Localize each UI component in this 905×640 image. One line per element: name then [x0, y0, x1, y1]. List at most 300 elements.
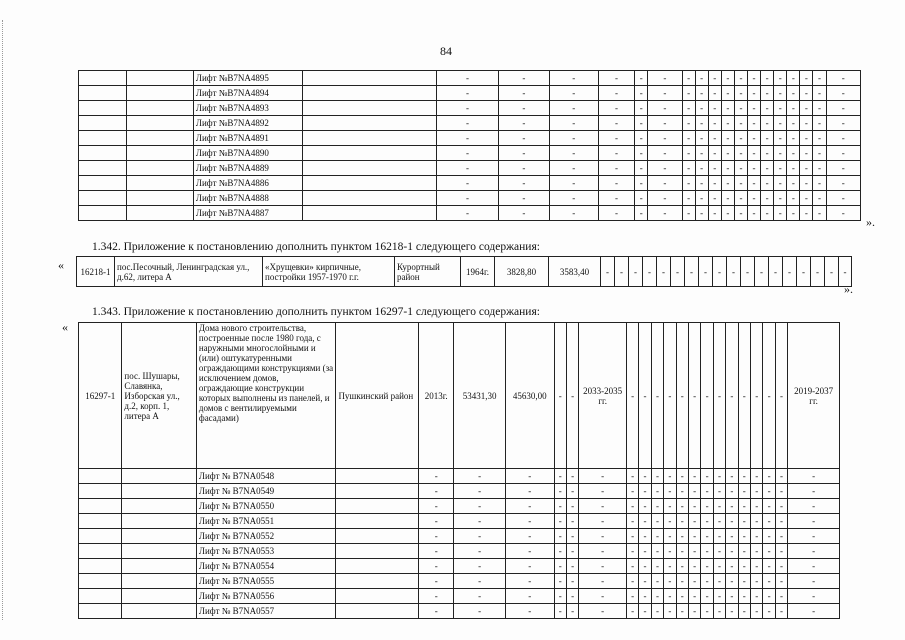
empty-cell	[79, 544, 122, 559]
cell-dash: -	[436, 71, 498, 86]
cell-dash: -	[549, 161, 598, 176]
cell-area-living: 3583,40	[549, 257, 601, 287]
cell-dash: -	[826, 161, 860, 176]
cell-dash: -	[695, 101, 708, 116]
cell-dash: -	[713, 323, 725, 469]
cell-dash: -	[505, 559, 554, 574]
cell-dash: -	[629, 257, 643, 287]
cell-dash: -	[748, 101, 761, 116]
cell-dash: -	[721, 191, 734, 206]
cell-dash: -	[800, 176, 813, 191]
cell-number: 16218-1	[77, 257, 115, 287]
empty-cell	[79, 71, 127, 86]
cell-dash: -	[682, 71, 695, 86]
cell-dash: -	[701, 529, 713, 544]
empty-cell	[79, 529, 122, 544]
cell-dash: -	[598, 161, 634, 176]
cell-dash: -	[682, 116, 695, 131]
cell-dash: -	[635, 116, 648, 131]
cell-dash: -	[748, 116, 761, 131]
empty-cell	[302, 131, 436, 146]
cell-dash: -	[708, 161, 721, 176]
cell-dash: -	[598, 191, 634, 206]
empty-cell	[122, 559, 196, 574]
cell-dash: -	[639, 559, 651, 574]
cell-number: 16297-1	[79, 323, 122, 469]
cell-dash: -	[738, 529, 750, 544]
cell-dash: -	[419, 544, 454, 559]
cell-dash: -	[454, 514, 506, 529]
closing-quote-342: ».	[844, 282, 853, 296]
lift-row	[79, 86, 861, 101]
cell-dash: -	[549, 116, 598, 131]
cell-dash: -	[601, 257, 615, 287]
cell-dash: -	[701, 574, 713, 589]
cell-dash: -	[748, 191, 761, 206]
cell-dash: -	[598, 176, 634, 191]
cell-dash: -	[826, 101, 860, 116]
empty-cell	[79, 514, 122, 529]
cell-dash: -	[688, 484, 700, 499]
cell-dash: -	[825, 257, 839, 287]
cell-dash: -	[657, 257, 671, 287]
cell-dash: -	[763, 529, 775, 544]
cell-dash: -	[549, 101, 598, 116]
cell-dash: -	[763, 484, 775, 499]
cell-dash: -	[505, 604, 554, 619]
cell-dash: -	[800, 116, 813, 131]
cell-dash: -	[566, 323, 578, 469]
cell-dash: -	[788, 604, 840, 619]
cell-dash: -	[713, 484, 725, 499]
cell-dash: -	[454, 589, 506, 604]
empty-cell	[336, 514, 419, 529]
empty-cell	[122, 604, 196, 619]
cell-period-2: 2019-2037 гг.	[788, 323, 840, 469]
cell-dash: -	[499, 101, 549, 116]
cell-dash: -	[708, 131, 721, 146]
cell-dash: -	[726, 604, 738, 619]
cell-dash: -	[761, 146, 774, 161]
cell-dash: -	[635, 146, 648, 161]
cell-dash: -	[648, 71, 682, 86]
cell-dash: -	[738, 604, 750, 619]
cell-dash: -	[648, 116, 682, 131]
cell-dash: -	[499, 191, 549, 206]
cell-dash: -	[651, 544, 663, 559]
cell-dash: -	[436, 176, 498, 191]
cell-dash: -	[734, 176, 747, 191]
empty-cell	[79, 559, 122, 574]
cell-dash: -	[635, 101, 648, 116]
cell-dash: -	[454, 499, 506, 514]
cell-dash: -	[734, 116, 747, 131]
empty-cell	[127, 131, 194, 146]
lift-name: Лифт №B7NA4889	[193, 161, 302, 176]
cell-dash: -	[788, 589, 840, 604]
lift-name: Лифт № B7NA0549	[196, 484, 336, 499]
cell-dash: -	[579, 604, 627, 619]
cell-dash: -	[651, 514, 663, 529]
cell-dash: -	[713, 514, 725, 529]
cell-dash: -	[419, 484, 454, 499]
cell-dash: -	[787, 71, 800, 86]
lift-name: Лифт №B7NA4893	[193, 101, 302, 116]
binder-margin	[2, 20, 5, 620]
empty-cell	[336, 574, 419, 589]
cell-dash: -	[751, 469, 763, 484]
empty-cell	[336, 499, 419, 514]
cell-dash: -	[734, 131, 747, 146]
cell-dash: -	[549, 71, 598, 86]
empty-cell	[79, 499, 122, 514]
closing-quote-top: ».	[866, 215, 875, 229]
cell-dash: -	[751, 529, 763, 544]
cell-dash: -	[787, 86, 800, 101]
cell-dash: -	[813, 176, 826, 191]
cell-dash: -	[727, 257, 741, 287]
cell-dash: -	[813, 191, 826, 206]
cell-dash: -	[726, 469, 738, 484]
cell-dash: -	[721, 131, 734, 146]
cell-dash: -	[505, 529, 554, 544]
cell-dash: -	[676, 559, 688, 574]
empty-cell	[127, 101, 194, 116]
cell-dash: -	[505, 544, 554, 559]
cell-dash: -	[579, 529, 627, 544]
empty-cell	[127, 206, 194, 221]
cell-dash: -	[648, 146, 682, 161]
lift-name: Лифт № B7NA0553	[196, 544, 336, 559]
cell-dash: -	[788, 529, 840, 544]
cell-dash: -	[648, 86, 682, 101]
cell-dash: -	[554, 499, 566, 514]
cell-dash: -	[664, 499, 676, 514]
empty-cell	[336, 559, 419, 574]
cell-dash: -	[566, 589, 578, 604]
cell-dash: -	[748, 86, 761, 101]
cell-dash: -	[775, 589, 787, 604]
cell-dash: -	[549, 191, 598, 206]
cell-dash: -	[635, 176, 648, 191]
cell-dash: -	[738, 559, 750, 574]
cell-dash: -	[682, 176, 695, 191]
cell-dash: -	[499, 116, 549, 131]
cell-dash: -	[721, 86, 734, 101]
cell-dash: -	[436, 101, 498, 116]
lift-name: Лифт № B7NA0550	[196, 499, 336, 514]
empty-cell	[79, 176, 127, 191]
cell-dash: -	[734, 206, 747, 221]
cell-dash: -	[671, 257, 685, 287]
cell-dash: -	[676, 484, 688, 499]
lift-row	[79, 559, 840, 574]
cell-dash: -	[682, 131, 695, 146]
cell-dash: -	[726, 589, 738, 604]
cell-dash: -	[695, 191, 708, 206]
cell-dash: -	[499, 86, 549, 101]
cell-dash: -	[774, 86, 787, 101]
empty-cell	[79, 574, 122, 589]
cell-dash: -	[635, 71, 648, 86]
empty-cell	[302, 161, 436, 176]
cell-area-total: 53431,30	[454, 323, 506, 469]
empty-cell	[122, 544, 196, 559]
empty-cell	[79, 469, 122, 484]
cell-dash: -	[708, 101, 721, 116]
cell-building-type: «Хрущевки» кирпичные, постройки 1957-1970 г.г.	[263, 257, 395, 287]
lift-row	[79, 544, 840, 559]
empty-cell	[122, 514, 196, 529]
lift-name: Лифт №B7NA4895	[193, 71, 302, 86]
cell-dash: -	[788, 484, 840, 499]
cell-dash: -	[505, 499, 554, 514]
cell-dash: -	[688, 514, 700, 529]
cell-dash: -	[734, 161, 747, 176]
cell-dash: -	[721, 206, 734, 221]
empty-cell	[79, 101, 127, 116]
cell-dash: -	[651, 589, 663, 604]
cell-dash: -	[755, 257, 769, 287]
cell-dash: -	[554, 574, 566, 589]
cell-dash: -	[695, 86, 708, 101]
cell-dash: -	[751, 574, 763, 589]
empty-cell	[79, 206, 127, 221]
cell-dash: -	[566, 574, 578, 589]
page-number: 84	[440, 44, 452, 58]
cell-dash: -	[708, 71, 721, 86]
cell-dash: -	[775, 323, 787, 469]
cell-dash: -	[682, 146, 695, 161]
lift-row	[79, 484, 840, 499]
cell-dash: -	[682, 161, 695, 176]
cell-dash: -	[566, 604, 578, 619]
cell-dash: -	[676, 499, 688, 514]
cell-dash: -	[800, 206, 813, 221]
cell-dash: -	[664, 604, 676, 619]
cell-dash: -	[708, 176, 721, 191]
lift-name: Лифт №B7NA4891	[193, 131, 302, 146]
cell-dash: -	[454, 484, 506, 499]
cell-dash: -	[639, 499, 651, 514]
cell-dash: -	[774, 176, 787, 191]
cell-dash: -	[788, 469, 840, 484]
empty-cell	[122, 574, 196, 589]
cell-dash: -	[761, 86, 774, 101]
cell-dash: -	[639, 574, 651, 589]
cell-dash: -	[701, 484, 713, 499]
cell-dash: -	[651, 559, 663, 574]
section-342-heading: 1.342. Приложение к постановлению дополнить пунктом 16218-1 следующего содержания:	[92, 241, 540, 253]
cell-dash: -	[726, 574, 738, 589]
cell-dash: -	[708, 116, 721, 131]
empty-cell	[336, 469, 419, 484]
cell-dash: -	[734, 101, 747, 116]
cell-dash: -	[626, 499, 638, 514]
cell-dash: -	[761, 71, 774, 86]
cell-dash: -	[499, 176, 549, 191]
lift-row	[79, 146, 861, 161]
cell-dash: -	[664, 589, 676, 604]
cell-address: пос.Песочный, Ленинградская ул., д.62, литера А	[115, 257, 263, 287]
cell-dash: -	[643, 257, 657, 287]
cell-dash: -	[566, 484, 578, 499]
cell-dash: -	[763, 499, 775, 514]
cell-dash: -	[549, 86, 598, 101]
cell-dash: -	[554, 604, 566, 619]
cell-dash: -	[713, 544, 725, 559]
cell-area-total: 3828,80	[495, 257, 549, 287]
cell-dash: -	[726, 323, 738, 469]
lift-row	[79, 589, 840, 604]
cell-dash: -	[635, 131, 648, 146]
cell-dash: -	[436, 161, 498, 176]
empty-cell	[127, 176, 194, 191]
empty-cell	[79, 191, 127, 206]
cell-dash: -	[748, 131, 761, 146]
cell-dash: -	[499, 161, 549, 176]
cell-dash: -	[726, 484, 738, 499]
cell-dash: -	[738, 484, 750, 499]
cell-dash: -	[664, 514, 676, 529]
cell-dash: -	[499, 146, 549, 161]
cell-dash: -	[788, 499, 840, 514]
cell-dash: -	[454, 559, 506, 574]
cell-dash: -	[549, 131, 598, 146]
empty-cell	[336, 484, 419, 499]
cell-dash: -	[454, 574, 506, 589]
cell-dash: -	[626, 469, 638, 484]
cell-dash: -	[774, 206, 787, 221]
cell-dash: -	[775, 469, 787, 484]
empty-cell	[127, 191, 194, 206]
cell-dash: -	[566, 529, 578, 544]
cell-dash: -	[635, 206, 648, 221]
cell-dash: -	[734, 146, 747, 161]
cell-dash: -	[748, 176, 761, 191]
cell-dash: -	[775, 604, 787, 619]
cell-dash: -	[761, 131, 774, 146]
cell-dash: -	[721, 176, 734, 191]
cell-dash: -	[579, 514, 627, 529]
cell-dash: -	[787, 161, 800, 176]
cell-dash: -	[639, 529, 651, 544]
cell-dash: -	[774, 131, 787, 146]
cell-dash: -	[598, 131, 634, 146]
cell-dash: -	[751, 589, 763, 604]
cell-dash: -	[751, 604, 763, 619]
cell-dash: -	[664, 559, 676, 574]
cell-dash: -	[713, 529, 725, 544]
cell-dash: -	[651, 529, 663, 544]
cell-dash: -	[726, 499, 738, 514]
cell-dash: -	[813, 71, 826, 86]
cell-dash: -	[505, 469, 554, 484]
cell-dash: -	[813, 131, 826, 146]
empty-cell	[302, 71, 436, 86]
cell-dash: -	[721, 116, 734, 131]
cell-dash: -	[800, 146, 813, 161]
empty-cell	[122, 499, 196, 514]
lift-name: Лифт №B7NA4886	[193, 176, 302, 191]
cell-dash: -	[626, 544, 638, 559]
cell-dash: -	[701, 589, 713, 604]
cell-dash: -	[676, 514, 688, 529]
empty-cell	[79, 604, 122, 619]
cell-dash: -	[721, 146, 734, 161]
cell-dash: -	[763, 514, 775, 529]
lift-row	[79, 469, 840, 484]
lift-row	[79, 191, 861, 206]
cell-dash: -	[648, 161, 682, 176]
cell-dash: -	[695, 146, 708, 161]
lift-row	[79, 176, 861, 191]
cell-dash: -	[713, 257, 727, 287]
cell-dash: -	[688, 589, 700, 604]
cell-dash: -	[788, 574, 840, 589]
cell-dash: -	[813, 86, 826, 101]
empty-cell	[127, 146, 194, 161]
cell-dash: -	[664, 484, 676, 499]
lift-row	[79, 161, 861, 176]
cell-dash: -	[664, 544, 676, 559]
empty-cell	[302, 176, 436, 191]
cell-dash: -	[579, 484, 627, 499]
cell-dash: -	[787, 131, 800, 146]
empty-cell	[79, 116, 127, 131]
cell-dash: -	[626, 559, 638, 574]
cell-dash: -	[774, 146, 787, 161]
cell-dash: -	[738, 589, 750, 604]
cell-dash: -	[788, 514, 840, 529]
cell-dash: -	[774, 116, 787, 131]
cell-dash: -	[826, 146, 860, 161]
cell-dash: -	[738, 544, 750, 559]
empty-cell	[127, 161, 194, 176]
cell-dash: -	[648, 131, 682, 146]
cell-dash: -	[598, 116, 634, 131]
cell-dash: -	[826, 71, 860, 86]
cell-dash: -	[579, 499, 627, 514]
cell-dash: -	[783, 257, 797, 287]
cell-dash: -	[566, 544, 578, 559]
cell-dash: -	[763, 574, 775, 589]
cell-dash: -	[688, 559, 700, 574]
cell-dash: -	[726, 559, 738, 574]
row-16297-1	[78, 322, 840, 619]
cell-dash: -	[639, 514, 651, 529]
cell-dash: -	[788, 544, 840, 559]
cell-dash: -	[839, 257, 852, 287]
cell-dash: -	[626, 574, 638, 589]
cell-dash: -	[454, 469, 506, 484]
cell-dash: -	[774, 191, 787, 206]
cell-dash: -	[651, 323, 663, 469]
cell-dash: -	[775, 514, 787, 529]
empty-cell	[122, 484, 196, 499]
empty-cell	[336, 529, 419, 544]
cell-dash: -	[748, 146, 761, 161]
cell-dash: -	[721, 101, 734, 116]
cell-dash: -	[554, 323, 566, 469]
cell-dash: -	[682, 86, 695, 101]
cell-dash: -	[682, 101, 695, 116]
cell-address: пос. Шушары, Славянка, Изборская ул., д.2, корп. 1, литера А	[122, 323, 196, 469]
cell-dash: -	[797, 257, 811, 287]
empty-cell	[302, 206, 436, 221]
cell-dash: -	[626, 529, 638, 544]
cell-dash: -	[436, 116, 498, 131]
